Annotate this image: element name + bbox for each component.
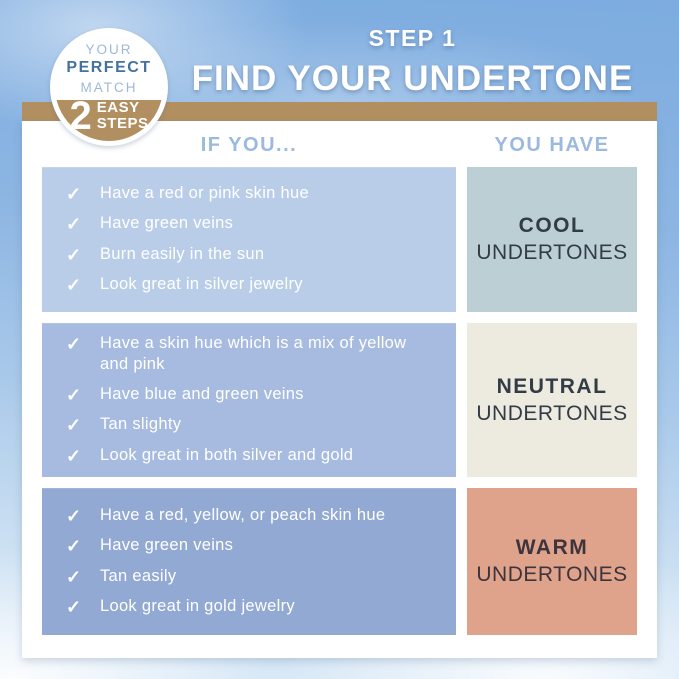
checklist-item: [66, 505, 444, 528]
neutral-criteria-box: [42, 323, 456, 477]
checklist-item: [66, 414, 444, 437]
check-icon: ✓: [66, 445, 82, 466]
checklist-item-text: Look great in gold jewelry: [100, 597, 295, 615]
result-subtitle: UNDERTONES: [476, 563, 628, 586]
undertone-table: [42, 167, 637, 635]
cool-result-box: [467, 167, 637, 312]
content-panel: [22, 121, 657, 658]
checklist-item: [66, 244, 444, 267]
neutral-result-box: [467, 323, 637, 477]
page-title: FIND YOUR UNDERTONE: [191, 59, 634, 98]
checklist-item: [66, 535, 444, 558]
checklist-item-text: Look great in both silver and gold: [100, 445, 354, 464]
table-row-cool: [42, 167, 637, 312]
checklist-item: [66, 596, 444, 619]
warm-result-box: [467, 488, 637, 635]
check-icon: ✓: [66, 214, 82, 234]
checklist-item: [66, 274, 444, 297]
badge-inner: [55, 33, 163, 141]
checklist-item: [66, 333, 444, 376]
result-title: NEUTRAL: [496, 374, 608, 398]
badge-word-your: YOUR: [85, 42, 133, 57]
checklist-item-text: Have a red, yellow, or peach skin hue: [100, 505, 386, 524]
badge-word-match: MATCH: [80, 79, 138, 95]
badge-words: [55, 33, 163, 96]
badge-word-perfect: PERFECT: [66, 59, 152, 77]
badge-steps-label: STEPS: [96, 114, 149, 132]
check-icon: ✓: [66, 384, 82, 405]
checklist-item-text: Have a skin hue which is a mix of yellow and pink: [100, 333, 407, 374]
checklist-item-text: Have a red or pink skin hue: [100, 183, 309, 202]
badge-steps-lines: [97, 100, 149, 131]
checklist-item-text: Have green veins: [100, 536, 234, 554]
column-header-if-you: IF YOU...: [200, 134, 298, 156]
check-icon: ✓: [66, 183, 82, 204]
result-subtitle: UNDERTONES: [476, 241, 628, 264]
checklist-item-text: Have green veins: [100, 214, 234, 232]
check-icon: ✓: [66, 566, 82, 587]
check-icon: ✓: [66, 244, 82, 265]
checklist-item: [66, 445, 444, 468]
perfect-match-badge: [50, 28, 168, 146]
check-icon: ✓: [66, 333, 82, 354]
checklist-item: [66, 183, 444, 206]
checklist-item-text: Have blue and green veins: [100, 384, 304, 403]
check-icon: ✓: [66, 415, 82, 436]
result-subtitle: UNDERTONES: [476, 401, 628, 425]
checklist-item: [66, 566, 444, 589]
checklist-item-text: Burn easily in the sun: [100, 244, 265, 263]
step-label: STEP 1: [368, 25, 457, 51]
result-title: COOL: [518, 214, 586, 237]
checklist-item-text: Look great in silver jewelry: [100, 275, 303, 293]
badge-step-count: 2: [69, 93, 92, 138]
column-header-you-have: YOU HAVE: [494, 134, 610, 156]
checklist-item: [66, 213, 444, 236]
warm-criteria-box: [42, 488, 456, 635]
checklist-item: [66, 384, 444, 407]
checklist-item-text: Tan slighty: [100, 415, 182, 434]
table-row-neutral: [42, 323, 637, 477]
check-icon: ✓: [66, 597, 82, 617]
check-icon: ✓: [66, 536, 82, 556]
checklist-item-text: Tan easily: [100, 566, 177, 585]
page-header: [168, 25, 657, 99]
table-row-warm: [42, 488, 637, 635]
cool-criteria-box: [42, 167, 456, 312]
badge-easy-label: EASY: [96, 99, 140, 117]
badge-steps: [55, 93, 163, 138]
check-icon: ✓: [66, 275, 82, 295]
check-icon: ✓: [66, 505, 82, 526]
result-title: WARM: [515, 536, 589, 559]
